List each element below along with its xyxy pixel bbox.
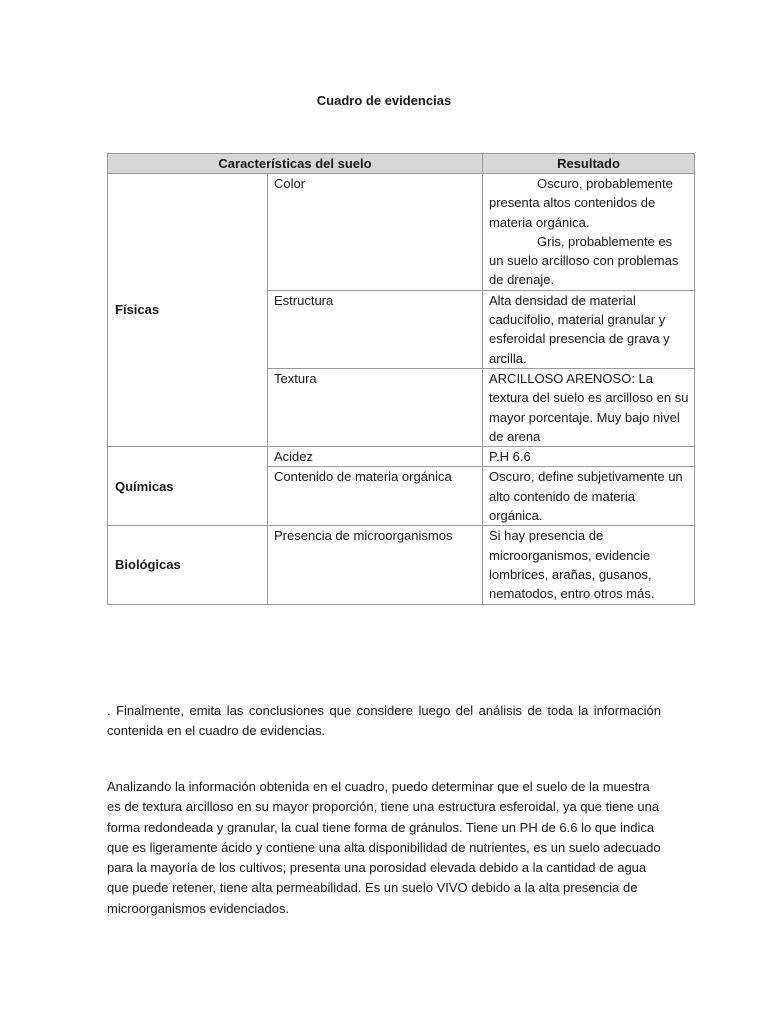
evidence-table bbox=[107, 153, 695, 605]
result-cell: P.H 6.6 bbox=[483, 447, 695, 467]
characteristic-cell: Textura bbox=[268, 368, 483, 446]
characteristic-cell: Estructura bbox=[268, 290, 483, 368]
header-result: Resultado bbox=[483, 154, 695, 174]
group-fisicas: Físicas bbox=[108, 174, 268, 447]
result-cell: Oscuro, define subjetivamente un alto contenido de materia orgánica. bbox=[483, 467, 695, 526]
table-row bbox=[108, 526, 695, 604]
characteristic-cell: Acidez bbox=[268, 447, 483, 467]
result-cell bbox=[483, 174, 695, 291]
table-row bbox=[108, 447, 695, 467]
result-line: Gris, probablemente es un suelo arcilloso con problemas de drenaje. bbox=[489, 233, 679, 288]
result-cell: ARCILLOSO ARENOSO: La textura del suelo es arcilloso en su mayor porcentaje. Muy bajo nivel de arena bbox=[483, 368, 695, 446]
conclusion-paragraph: Analizando la información obtenida en el cuadro, puedo determinar que el suelo de la muestra es de textura arcilloso en su mayor proporción, tiene una estructura esferoidal, ya que tiene una forma redondeada y granular, la cual tiene forma de gránulos. Tiene un PH de 6.6 lo que indica que es ligeramente ácido y contiene una alta disponibilidad de nutrientes, es un suelo adecuado para la mayoría de los cultivos; presenta una porosidad elevada debido a la cantidad de agua que puede retener, tiene alta permeabilidad. Es un suelo VIVO debido a la alta presencia de microorganismos evidenciados. bbox=[107, 779, 661, 916]
characteristic-cell: Presencia de microorganismos bbox=[268, 526, 483, 604]
document-title: Cuadro de evidencias bbox=[316, 93, 452, 108]
header-characteristics: Características del suelo bbox=[108, 154, 483, 174]
table-header-row bbox=[108, 154, 695, 174]
table-row bbox=[108, 174, 695, 291]
result-line: Oscuro, probablemente presenta altos contenidos de materia orgánica. bbox=[489, 176, 673, 230]
characteristic-cell: Contenido de materia orgánica bbox=[268, 467, 483, 526]
result-cell: Alta densidad de material caducifolio, material granular y esferoidal presencia de grava y arcilla. bbox=[483, 290, 695, 368]
characteristic-cell: Color bbox=[268, 174, 483, 291]
instruction-paragraph: . Finalmente, emita las conclusiones que considere luego del análisis de toda la información contenida en el cuadro de evidencias. bbox=[107, 703, 661, 739]
group-biologicas: Biológicas bbox=[108, 526, 268, 604]
group-quimicas: Químicas bbox=[108, 447, 268, 526]
result-cell: Si hay presencia de microorganismos, evidencie lombrices, arañas, gusanos, nematodos, entro otros más. bbox=[483, 526, 695, 604]
